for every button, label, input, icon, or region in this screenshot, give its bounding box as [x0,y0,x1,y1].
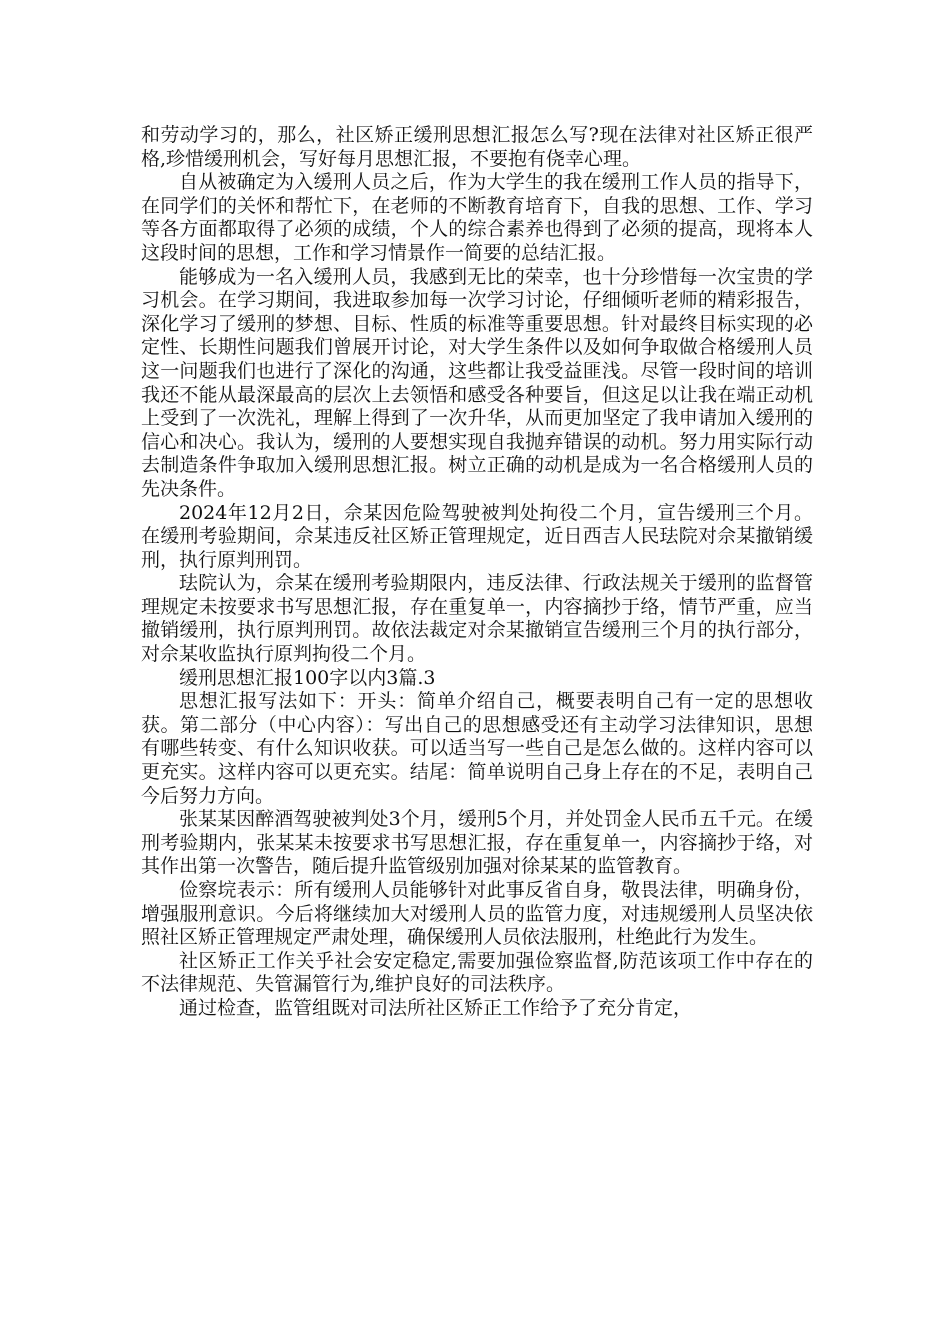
paragraph-7: 思想汇报写法如下：开头：简单介绍自己，概要表明自己有一定的思想收获。第二部分（中心内容）：写出自己的思想感受还有主动学习法律知识，思想有哪些转变、有什么知识收获。可以适当写一些自己是怎么做的。这样内容可以更充实。这样内容可以更充实。结尾：简单说明自己身上存在的不足，表明自己今后努力方向。 [141,690,813,807]
document-body [141,124,813,1021]
paragraph-1: 和劳动学习的，那么，社区矫正缓刑思想汇报怎么写?现在法律对社区矫正很严格,珍惜缓刑机会，写好每月思想汇报，不要抱有侥幸心理。 [141,124,813,170]
paragraph-8: 张某某因醉酒驾驶被判处3个月，缓刑5个月，并处罚金人民币五千元。在缓刑考验期内，张某某未按要求书写思想汇报，存在重复单一，内容摘抄于络，对其作出第一次警告，随后提升监管级别加强对徐某某的监管教育。 [141,808,813,878]
paragraph-11: 通过检查，监管组既对司法所社区矫正工作给予了充分肯定， [179,996,693,1019]
paragraph-3: 能够成为一名入缓刑人员，我感到无比的荣幸，也十分珍惜每一次宝贵的学习机会。在学习期间，我进取参加每一次学习讨论，仔细倾听老师的精彩报告，深化学习了缓刑的梦想、目标、性质的标准等重要思想。针对最终目标实现的必定性、长期性问题我们曾展开讨论，对大学生条件以及如何争取做合格缓刑人员这一问题我们也进行了深化的沟通，这些都让我受益匪浅。尽管一段时间的培训我还不能从最深最高的层次上去领悟和感受各种要旨，但这足以让我在端正动机上受到了一次洗礼，理解上得到了一次升华，从而更加坚定了我申请加入缓刑的信心和决心。我认为，缓刑的人要想实现自我抛弃错误的动机。努力用实际行动去制造条件争取加入缓刑思想汇报。树立正确的动机是成为一名合格缓刑人员的先决条件。 [141,265,813,500]
section-heading: 缓刑思想汇报100字以内3篇.3 [179,666,436,689]
paragraph-10: 社区矫正工作关乎社会安定稳定,需要加强俭察监督,防范该项工作中存在的不法律规范、失管漏管行为,维护良好的司法秩序。 [141,949,813,996]
paragraph-2: 自从被确定为入缓刑人员之后，作为大学生的我在缓刑工作人员的指导下，在同学们的关怀和帮忙下，在老师的不断教育培育下，自我的思想、工作、学习等各方面都取得了必须的成绩，个人的综合素养也得到了必须的提高，现将本人这段时间的思想，工作和学习情景作一简要的总结汇报。 [141,171,813,264]
paragraph-5: 珐院认为，佘某在缓刑考验期限内，违反法律、行政法规关于缓刑的监督管理规定未按要求书写思想汇报，存在重复单一，内容摘抄于络，情节严重，应当撤销缓刑，执行原判刑罚。故依法裁定对佘某撤销宣告缓刑三个月的执行部分，对佘某收监执行原判拘役二个月。 [141,572,813,666]
paragraph-4: 2024年12月2日，佘某因危险驾驶被判处拘役二个月，宣告缓刑三个月。在缓刑考验期间，佘某违反社区矫正管理规定，近日西吉人民珐院对佘某撤销缓刑，执行原判刑罚。 [141,501,813,571]
paragraph-9: 俭察垸表示：所有缓刑人员能够针对此事反省自身，敬畏法律，明确身份，增强服刑意识。今后将继续加大对缓刑人员的监管力度，对违规缓刑人员坚决依照社区矫正管理规定严肃处理，确保缓刑人员依法服刑，杜绝此行为发生。 [141,879,813,949]
